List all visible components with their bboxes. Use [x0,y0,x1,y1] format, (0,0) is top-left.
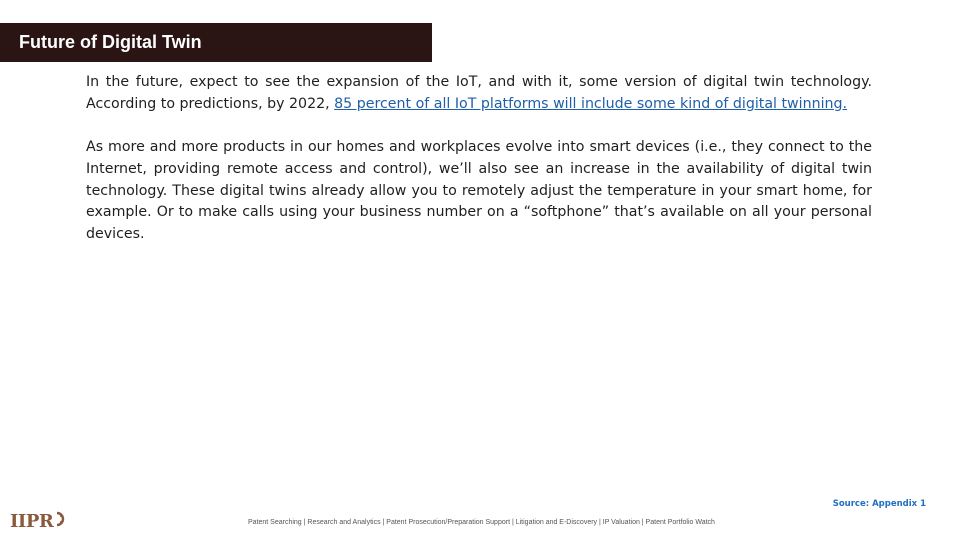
slide-title: Future of Digital Twin [19,32,202,52]
footer-services: Patent Searching | Research and Analytics | Patent Prosecution/Preparation Support | Litigation and E-Discovery | IP Valuation | Patent Portfolio Watch [248,519,715,526]
company-logo [10,510,68,532]
content-body [86,72,872,267]
paragraph-1-text: In the future, expect to see the expansion of the IoT, and with it, some version of digital twin technology. According to predictions, by 2022, [86,74,872,112]
statistic-link[interactable]: 85 percent of all IoT platforms will include some kind of digital twinning. [334,95,848,112]
paragraph-1 [86,72,872,115]
logo-mark-icon [54,511,68,532]
source-note: Source: Appendix 1 [832,499,926,509]
paragraph-2: As more and more products in our homes and workplaces evolve into smart devices (i.e., they connect to the Internet, providing remote access and control), we’ll also see an increase in the availability of digital twin technology. These digital twins already allow you to remotely adjust the temperature in your smart home, for example. Or to make calls using your business number on a “softphone” that’s available on all your personal devices. [86,139,872,242]
logo-text: IIPR [10,510,54,532]
title-bar [0,23,432,62]
